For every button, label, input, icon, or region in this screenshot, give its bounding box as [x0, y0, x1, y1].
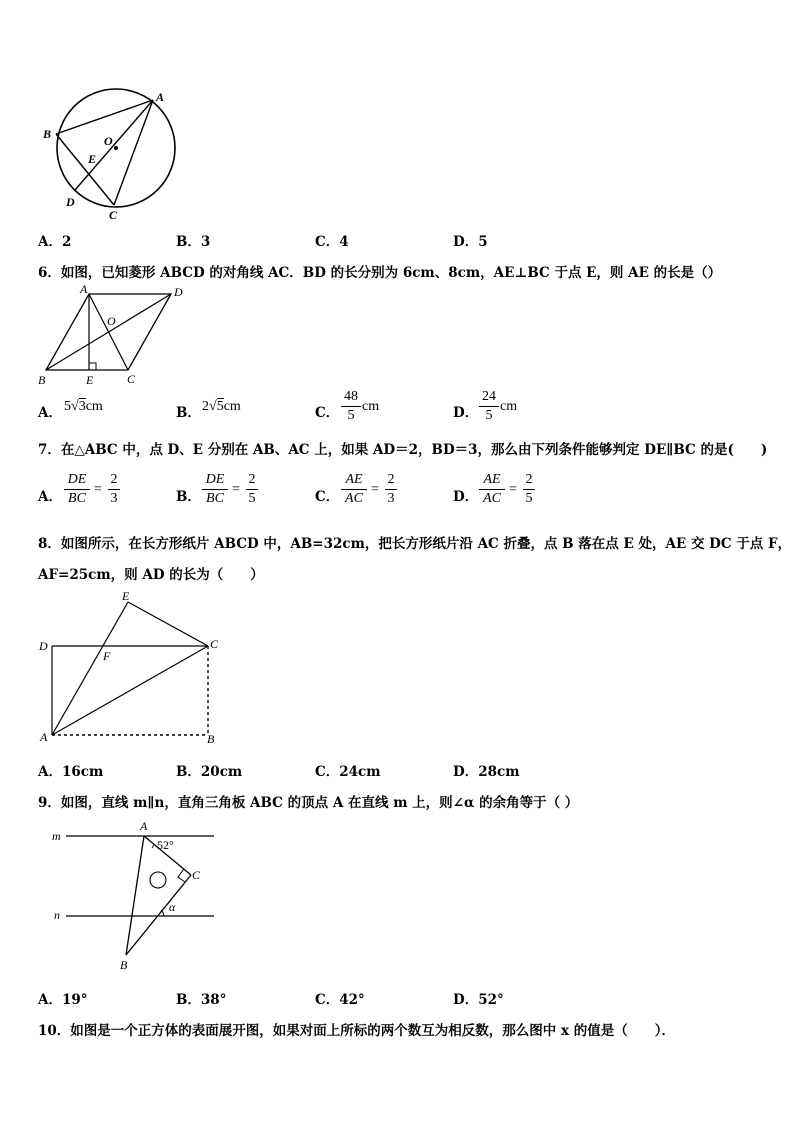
q8-label-d: D [39, 639, 48, 653]
q7-d-right-den: 5 [525, 491, 533, 506]
q9-option-a[interactable]: A．19° [38, 992, 88, 1008]
q6-rhombus-figure [36, 284, 196, 390]
q8-question-text-line1: 8．如图所示，在长方形纸片 ABCD 中，AB=32cm，把长方形纸片沿 AC 折叠，点 B 落在点 E 处，AE 交 DC 于点 F， [38, 536, 792, 552]
q6-label-a: A [80, 284, 88, 296]
q7-d-right-num: 2 [525, 472, 533, 487]
q6-label-d: D [174, 285, 183, 299]
q6-option-b[interactable] [176, 401, 201, 421]
q8-option-c[interactable]: C．24cm [315, 764, 381, 780]
q6-c-denominator: 5 [347, 408, 355, 423]
q6-a-coef: 5 [64, 399, 71, 414]
q5-label-a: A [156, 90, 165, 104]
q6-option-b-letter: B． [176, 405, 201, 421]
q6-b-radicand: 5 [216, 399, 224, 414]
q9-parallel-lines-figure [44, 816, 224, 976]
q6-d-numerator: 24 [482, 389, 496, 404]
q7-a-left-den: BC [68, 491, 86, 506]
q9-option-d[interactable]: D．52° [453, 992, 504, 1008]
q6-c-numerator: 48 [344, 389, 358, 404]
fraction-bar [479, 489, 505, 490]
q7-c-equals: = [371, 482, 379, 497]
q6-option-d-fraction [479, 389, 499, 424]
q6-a-radicand: 3 [78, 399, 86, 414]
q9-label-a: A [140, 819, 148, 833]
q7-b-right-fraction [246, 472, 258, 507]
q8-question-text-line2: AF=25cm，则 AD 的长为（ ） [38, 567, 264, 583]
q5-option-d[interactable]: D．5 [453, 234, 488, 250]
q6-d-denominator: 5 [485, 408, 493, 423]
q6-option-a-value [64, 399, 103, 415]
q6-a-unit: cm [85, 399, 103, 414]
q7-option-c[interactable]: C． [315, 489, 340, 505]
q7-d-left-fraction [479, 472, 505, 507]
q9-label-angle-52: 52° [157, 838, 174, 852]
fraction-bar [64, 489, 90, 490]
q5-label-c: C [109, 208, 118, 222]
q5-option-c[interactable]: C．4 [315, 234, 349, 250]
q8-rectangle-figure [36, 588, 226, 748]
sqrt-symbol: √ [209, 399, 217, 414]
fraction-bar [108, 489, 120, 490]
q5-label-d: D [66, 195, 75, 209]
fraction-bar [523, 489, 535, 490]
q8-label-c: C [210, 637, 219, 651]
q7-b-equals: = [232, 482, 240, 497]
q6-label-o: O [107, 314, 116, 328]
fraction-bar [385, 489, 397, 490]
q6-question-text: 6．如图，已知菱形 ABCD 的对角线 AC．BD 的长分别为 6cm、8cm，AE⊥BC 于点 E，则 AE 的长是（） [38, 265, 722, 281]
q7-d-left-den: AC [483, 491, 501, 506]
sqrt-symbol: √ [71, 399, 79, 414]
q6-option-c[interactable] [315, 401, 339, 421]
fraction-bar [202, 489, 228, 490]
q7-c-left-den: AC [345, 491, 363, 506]
q6-option-b-value [202, 399, 241, 415]
q7-b-right-num: 2 [248, 472, 256, 487]
q7-d-left-num: AE [483, 472, 501, 487]
q5-option-b[interactable]: B．3 [176, 234, 211, 250]
q6-option-c-unit: cm [362, 399, 380, 414]
q7-a-left-num: DE [67, 472, 87, 487]
q7-b-right-den: 5 [248, 491, 256, 506]
q8-label-f: F [103, 649, 111, 663]
q9-question-text: 9．如图，直线 m∥n，直角三角板 ABC 的顶点 A 在直线 m 上，则∠α 的余角等于（ ） [38, 795, 579, 811]
q5-label-o: O [104, 134, 113, 148]
q5-circle-figure [38, 85, 188, 225]
q9-label-n: n [54, 908, 60, 922]
q5-label-b: B [43, 127, 52, 141]
q9-label-m: m [52, 829, 61, 843]
q7-option-a[interactable]: A． [38, 489, 62, 505]
q7-option-b[interactable]: B． [176, 489, 201, 505]
q7-a-left-fraction [64, 472, 90, 507]
q7-c-right-fraction [385, 472, 397, 507]
q7-a-right-num: 2 [110, 472, 118, 487]
q5-label-e: E [88, 152, 97, 166]
q6-b-unit: cm [223, 399, 241, 414]
q7-d-right-fraction [523, 472, 535, 507]
q6-option-d-letter: D． [453, 405, 479, 421]
q7-b-left-den: BC [206, 491, 224, 506]
q9-label-c: C [192, 868, 201, 882]
q9-label-alpha: α [169, 900, 176, 914]
q9-option-b[interactable]: B．38° [176, 992, 227, 1008]
q6-label-c: C [127, 372, 136, 386]
q7-option-d[interactable]: D． [453, 489, 479, 505]
q5-option-a[interactable]: A．2 [38, 234, 72, 250]
q9-option-c[interactable]: C．42° [315, 992, 365, 1008]
q7-question-text: 7．在△ABC 中，点 D、E 分别在 AB、AC 上，如果 AD＝2，BD＝3，那么由下列条件能够判定 DE∥BC 的是( ) [38, 442, 768, 458]
fraction-bar [341, 489, 367, 490]
q6-option-a[interactable] [38, 401, 62, 421]
q10-question-text: 10．如图是一个正方体的表面展开图，如果对面上所标的两个数互为相反数，那么图中 x 的值是（ ）． [38, 1023, 675, 1039]
q7-d-equals: = [509, 482, 517, 497]
q7-b-left-num: DE [205, 472, 225, 487]
q7-a-equals: = [94, 482, 102, 497]
q8-option-b[interactable]: B．20cm [176, 764, 243, 780]
q6-option-d[interactable] [453, 401, 478, 421]
q6-option-d-unit: cm [500, 399, 518, 414]
q7-c-left-fraction [341, 472, 367, 507]
q6-b-coef: 2 [202, 399, 209, 414]
q8-option-d[interactable]: D．28cm [453, 764, 520, 780]
fraction-bar [479, 406, 499, 407]
q9-label-b: B [120, 958, 128, 972]
q8-label-e: E [122, 589, 130, 603]
q6-option-c-fraction [341, 389, 361, 424]
q6-label-b: B [38, 373, 46, 387]
fraction-bar [341, 406, 361, 407]
q7-a-right-den: 3 [110, 491, 118, 506]
q7-c-left-num: AE [345, 472, 363, 487]
q8-option-a[interactable]: A．16cm [38, 764, 104, 780]
q7-c-right-den: 3 [387, 491, 395, 506]
q6-label-e: E [86, 373, 94, 387]
q7-b-left-fraction [202, 472, 228, 507]
fraction-bar [246, 489, 258, 490]
q7-a-right-fraction [108, 472, 120, 507]
q8-label-b: B [207, 732, 215, 746]
q7-c-right-num: 2 [387, 472, 395, 487]
q8-label-a: A [40, 730, 48, 744]
q6-option-c-letter: C． [315, 405, 340, 421]
q6-option-a-letter: A． [38, 405, 62, 421]
